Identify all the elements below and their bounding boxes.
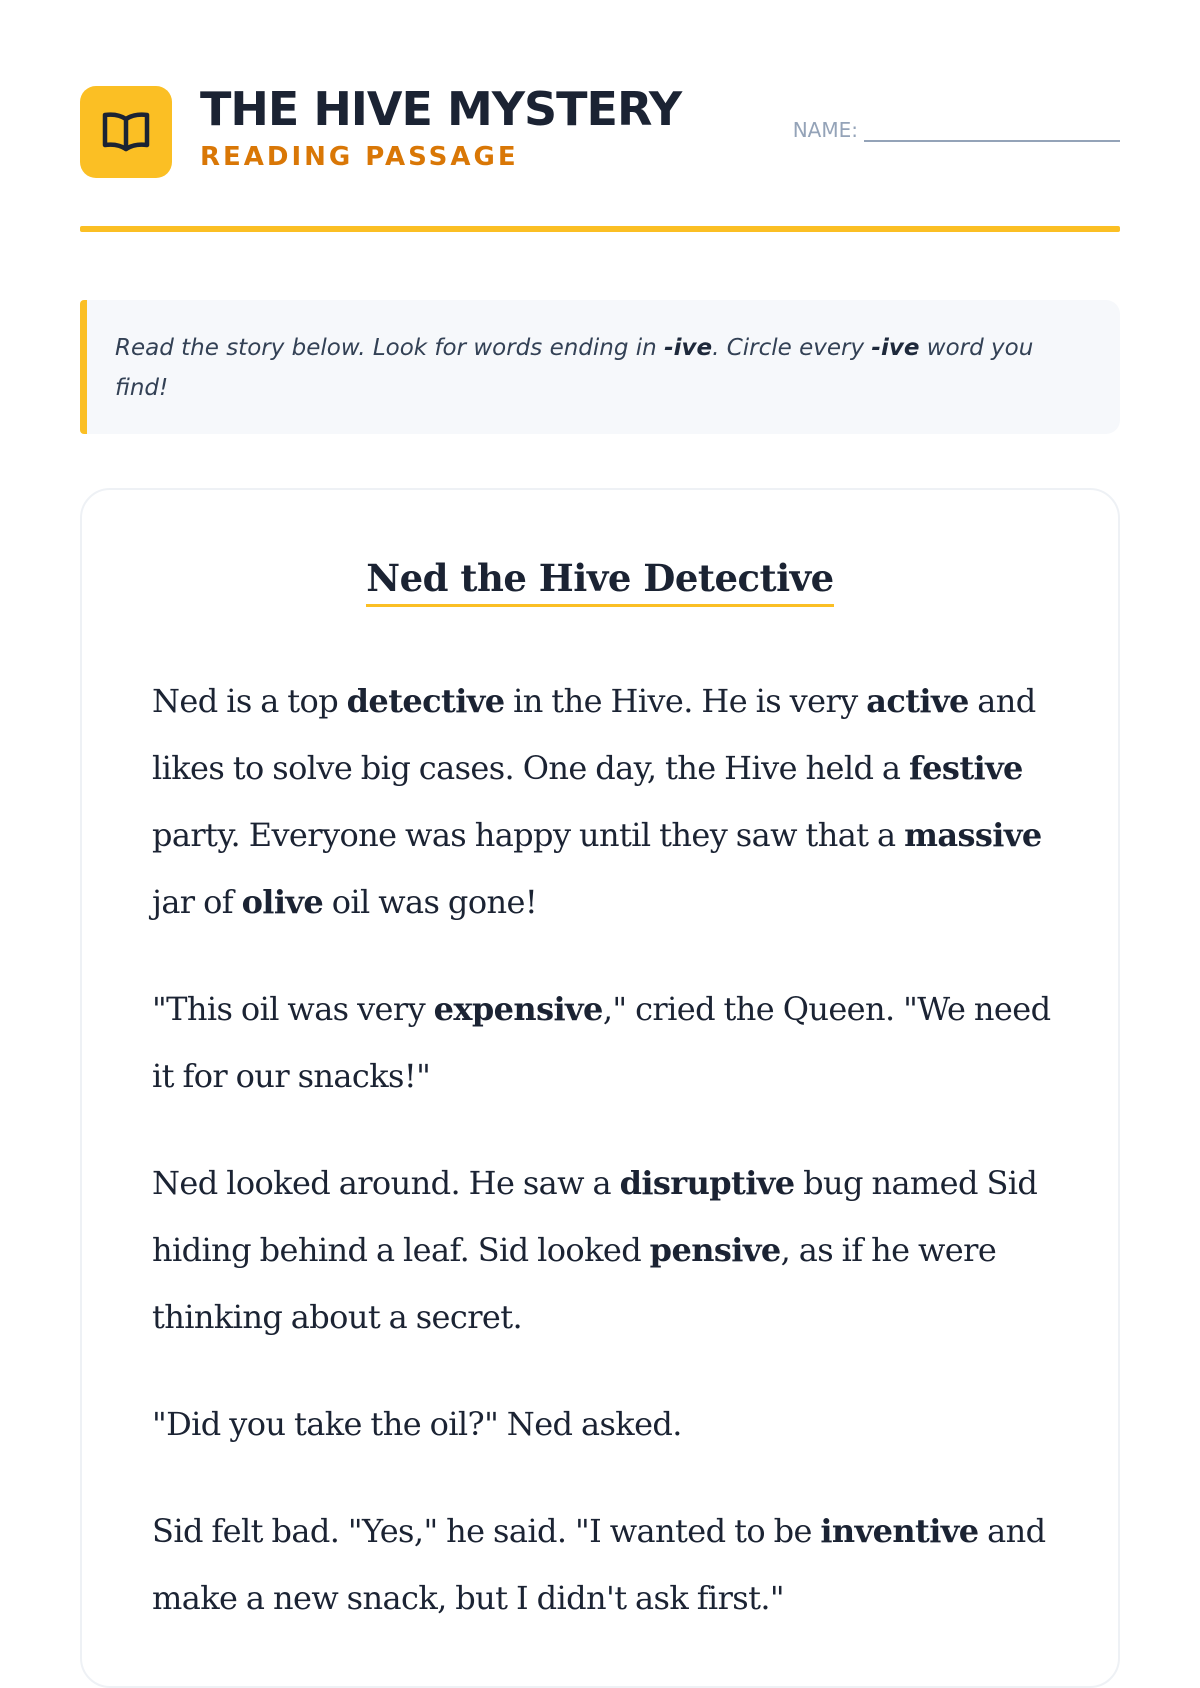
page-subtitle: READING PASSAGE [200,142,519,172]
story-paragraph [152,1150,1062,1351]
story-card [80,488,1120,1688]
ive-word[interactable]: massive [904,816,1042,854]
story-text: Ned looked around. He saw a [152,1164,620,1202]
instructions-text: . Circle every [712,335,872,361]
ive-word[interactable]: expensive [433,990,603,1028]
story-text: jar of [152,883,242,921]
ive-word[interactable]: festive [908,749,1023,787]
story-text: "Did you take the oil?" Ned asked. [152,1405,682,1443]
name-field[interactable] [793,118,1120,142]
ive-word[interactable]: pensive [649,1231,781,1269]
story-text: Sid felt bad. "Yes," he said. "I wanted to be [152,1512,821,1550]
instructions-text: Read the story below. Look for words ending in [115,335,665,361]
ive-word[interactable]: olive [241,883,324,921]
instructions-text: word you find! [115,335,1034,401]
header-divider [80,226,1120,232]
story-text: party. Everyone was happy until they saw that a [152,816,905,854]
instructions-suffix: -ive [664,335,713,361]
story-text: oil was gone! [323,883,538,921]
story-body [152,668,1062,1672]
story-text: in the Hive. He is very [504,682,867,720]
story-text: ," cried the Queen. "We need it for our snacks!" [152,990,1051,1095]
title-block [200,84,681,172]
name-blank-line[interactable] [864,120,1120,142]
story-text: bug named Sid hiding behind a leaf. Sid looked [152,1164,1038,1269]
ive-word[interactable]: disruptive [619,1164,795,1202]
ive-word[interactable]: detective [346,682,505,720]
ive-word[interactable]: inventive [820,1512,979,1550]
ive-word[interactable]: active [866,682,969,720]
logo-badge [80,86,172,178]
story-text: and make a new snack, but I didn't ask first." [152,1512,1046,1617]
story-text: "This oil was very [152,990,434,1028]
story-text: and likes to solve big cases. One day, the Hive held a [152,682,1036,787]
story-text: , as if he were thinking about a secret. [152,1231,997,1336]
page-title: THE HIVE MYSTERY [200,82,682,136]
story-paragraph [152,976,1062,1110]
story-title-wrap [82,556,1118,607]
story-paragraph [152,1498,1062,1632]
open-book-icon [100,110,152,154]
instructions-suffix: -ive [871,335,920,361]
story-paragraph [152,668,1062,936]
story-paragraph [152,1391,1062,1458]
instructions-box [80,300,1120,434]
name-label: NAME: [792,118,858,142]
worksheet-header [80,82,1120,178]
story-title: Ned the Hive Detective [366,556,833,607]
story-text: Ned is a top [152,682,347,720]
